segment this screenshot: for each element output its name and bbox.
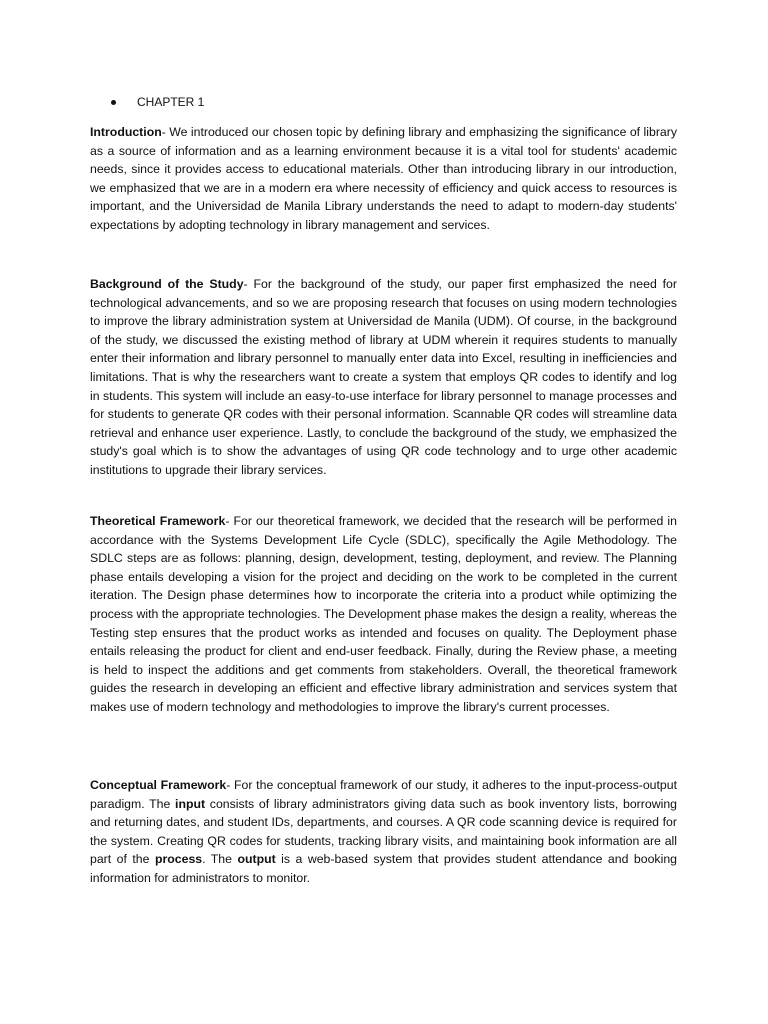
chapter-heading-text: CHAPTER 1 [137, 95, 205, 109]
conceptual-paragraph [90, 776, 677, 888]
background-title: Background of the Study [90, 277, 244, 291]
theoretical-text: - For our theoretical framework, we decided that the research will be performed in accordance with the Systems Development Life Cycle (SDLC), specifically the Agile Methodology. The SDLC steps are as follows: planning, design, development, testing, deployment, and review. The Planning phase entails developing a vision for the project and deciding on the work to be completed in the current iteration. The Design phase determines how to incorporate the criteria into a product while optimizing the process with the appropriate technologies. The Development phase makes the design a reality, whereas the Testing step ensures that the product works as intended and focuses on quality. The Deployment phase entails releasing the product for client and end-user feedback. Finally, during the Review phase, a meeting is held to inspect the additions and get comments from stakeholders. Overall, the theoretical framework guides the research in developing an efficient and effective library administration and services system that makes use of modern technology and methodologies to improve the library's current processes. [90, 514, 677, 714]
background-text: - For the background of the study, our paper first emphasized the need for technological advancements, and so we are proposing research that focuses on using modern technologies to improve the library administration system at Universidad de Manila (UDM). Of course, in the background of the study, we discussed the existing method of library at UDM wherein it requires students to manually enter their information and library personnel to manually enter data into Excel, resulting in inefficiencies and limitations. That is why the researchers want to create a system that employs QR codes to identify and log in students. This system will include an easy-to-use interface for library personnel to manage processes and for students to generate QR codes with their personal information. Scannable QR codes will streamline data retrieval and enhance user experience. Lastly, to conclude the background of the study, we emphasized the study's goal which is to show the advantages of using QR code technology and to urge other academic institutions to upgrade their library services. [90, 277, 677, 477]
conceptual-text-2: consists of library administrators giving data such as book inventory lists, borrowing and returning dates, and student IDs, departments, and courses. A QR code scanning device is required for the system. Creating QR codes for students, tracking library visits, and maintaining book information are all part of the [90, 796, 677, 867]
background-paragraph [90, 275, 677, 480]
conceptual-text-4: is a web-based system that provides student attendance and booking information for administrators to monitor. [90, 852, 677, 885]
theoretical-paragraph [90, 512, 677, 717]
introduction-title: Introduction [90, 125, 162, 139]
conceptual-text-3: . The [202, 852, 238, 867]
conceptual-process-term: process [154, 852, 203, 867]
bullet-icon [111, 100, 116, 105]
conceptual-text-1: - For the conceptual framework of our study, it adheres to the input-process-output paradigm. The [90, 778, 678, 811]
conceptual-title: Conceptual Framework [90, 778, 227, 792]
conceptual-output-term: output [237, 852, 276, 867]
conceptual-input-term: input [175, 796, 206, 811]
chapter-heading [111, 94, 204, 110]
introduction-text: - We introduced our chosen topic by defining library and emphasizing the significance of library as a source of information and as a learning environment because it is a vital tool for students' academic needs, since it provides access to educational materials. Other than introducing library in our introduction, we emphasized that we are in a modern era where necessity of efficiency and quick access to resources is important, and the Universidad de Manila Library understands the need to adapt to modern-day students' expectations by adopting technology in library management and services. [90, 125, 677, 232]
theoretical-title: Theoretical Framework [90, 514, 226, 528]
introduction-paragraph [90, 123, 677, 235]
